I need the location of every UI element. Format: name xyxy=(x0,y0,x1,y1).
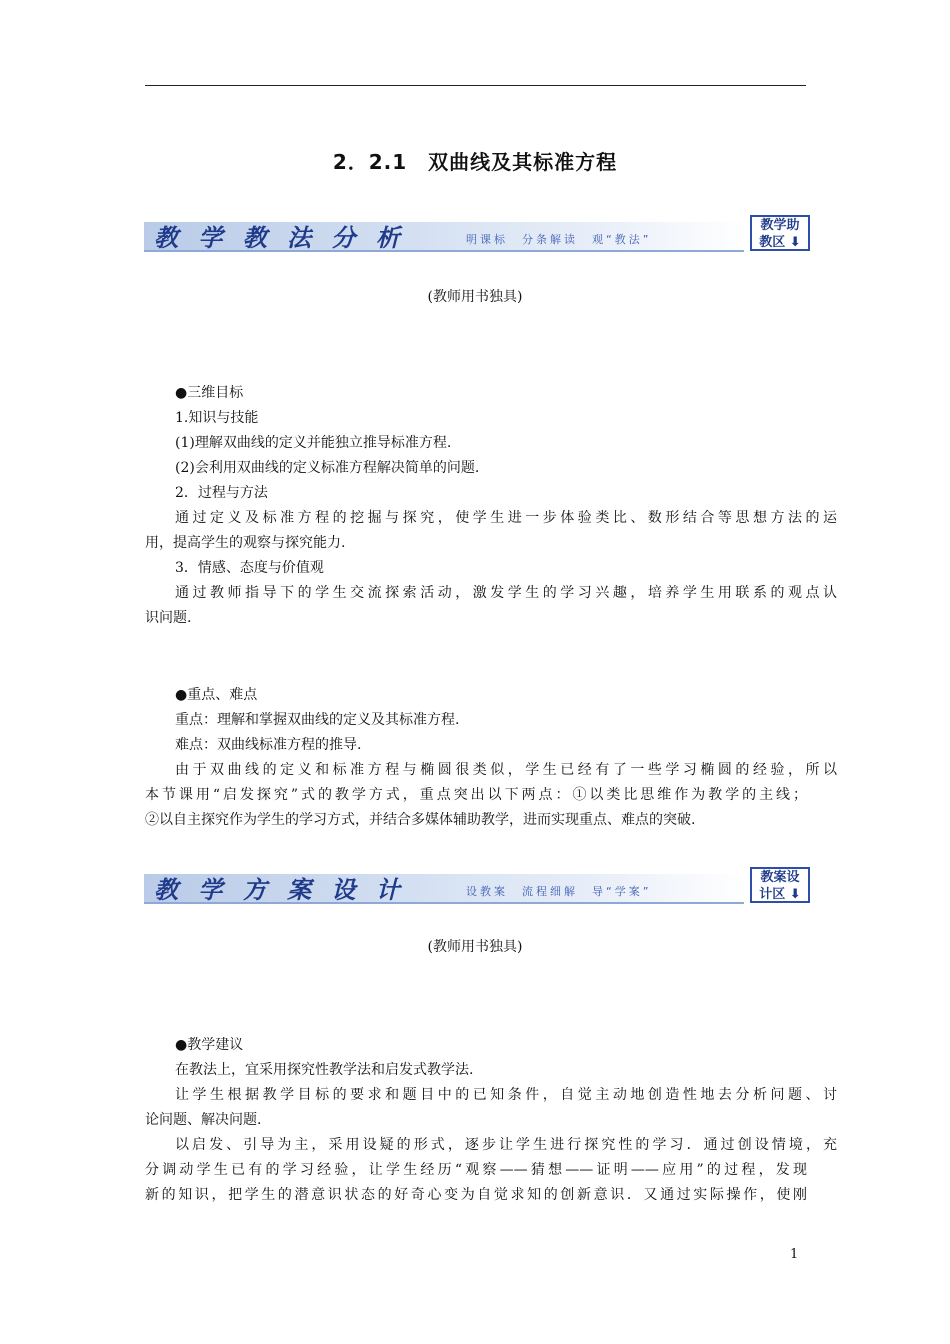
banner-teaching-analysis xyxy=(144,214,814,254)
paragraph-line: 通过教师指导下的学生交流探索活动，激发学生的学习兴趣，培养学生用联系的观点认 xyxy=(175,585,837,601)
paragraph-line: 以启发、引导为主，采用设疑的形式，逐步让学生进行探究性的学习．通过创设情境，充 xyxy=(175,1137,837,1153)
banner-tag-line2: 计区 ⬇ xyxy=(759,887,801,902)
paragraph-line: 论问题、解决问题. xyxy=(145,1112,262,1128)
banner-tag-line1: 教学助 xyxy=(760,218,800,233)
section-heading-objectives: ●三维目标 xyxy=(175,385,244,401)
paragraph-line: 由于双曲线的定义和标准方程与椭圆很类似，学生已经有了一些学习椭圆的经验，所以 xyxy=(175,762,837,778)
paragraph-line: 重点：理解和掌握双曲线的定义及其标准方程. xyxy=(175,712,460,728)
banner-subtitle: 设教案 流程细解 导“学案” xyxy=(466,885,652,898)
teacher-note: (教师用书独具) xyxy=(427,939,523,955)
banner-tag-box xyxy=(750,867,810,903)
banner-lesson-design xyxy=(144,866,814,906)
paragraph-line: 识问题. xyxy=(145,610,192,626)
paragraph-line: 通过定义及标准方程的挖掘与探究，使学生进一步体验类比、数形结合等思想方法的运 xyxy=(175,510,837,526)
banner-subtitle: 明课标 分条解读 观“教法” xyxy=(466,233,652,246)
paragraph-line: 分调动学生已有的学习经验，让学生经历“观察——猜想——证明——应用”的过程，发现 xyxy=(145,1162,808,1178)
paragraph-line: 新的知识，把学生的潜意识状态的好奇心变为自觉求知的创新意识．又通过实际操作，使刚 xyxy=(145,1187,807,1203)
banner-heading: 教 学 教 法 分 析 xyxy=(154,223,406,252)
paragraph-line: 让学生根据教学目标的要求和题目中的已知条件，自觉主动地创造性地去分析问题、讨 xyxy=(175,1087,837,1103)
banner-tag-line2: 教区 ⬇ xyxy=(759,235,801,250)
teacher-note: (教师用书独具) xyxy=(427,289,523,305)
page-title: 2．2.1 双曲线及其标准方程 xyxy=(332,150,618,174)
section-heading-suggestions: ●教学建议 xyxy=(175,1037,244,1053)
paragraph-line: 3．情感、态度与价值观 xyxy=(175,560,324,576)
paragraph-line: ②以自主探究作为学生的学习方式，并结合多媒体辅助教学，进而实现重点、难点的突破. xyxy=(145,812,696,828)
paragraph-line: 1.知识与技能 xyxy=(175,410,259,426)
banner-tag-line1: 教案设 xyxy=(760,870,800,885)
paragraph-line: 在教法上，宜采用探究性教学法和启发式教学法. xyxy=(175,1062,474,1078)
paragraph-line: 难点：双曲线标准方程的推导. xyxy=(175,737,362,753)
banner-heading: 教 学 方 案 设 计 xyxy=(154,875,406,904)
paragraph-line: 2．过程与方法 xyxy=(175,485,268,501)
paragraph-line: 用，提高学生的观察与探究能力. xyxy=(145,535,346,551)
paragraph-line: 本节课用“启发探究”式的教学方式，重点突出以下两点：①以类比思维作为教学的主线； xyxy=(145,787,807,803)
banner-tag-box xyxy=(750,215,810,251)
paragraph-line: (1)理解双曲线的定义并能独立推导标准方程. xyxy=(175,435,452,451)
paragraph-line: (2)会利用双曲线的定义标准方程解决简单的问题. xyxy=(175,460,480,476)
page-number: 1 xyxy=(790,1247,799,1262)
header-rule xyxy=(145,85,806,86)
section-heading-key-points: ●重点、难点 xyxy=(175,687,258,703)
